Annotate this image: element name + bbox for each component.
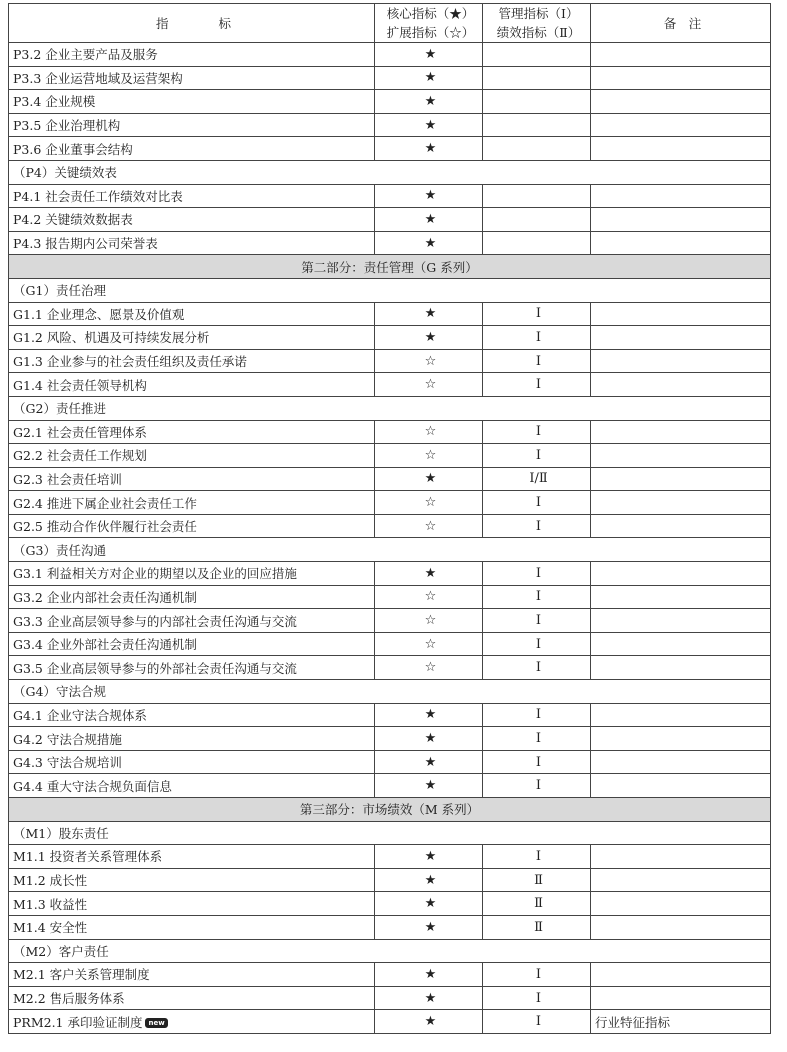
mgmt-perf-cell: Ⅰ — [483, 703, 591, 727]
remark-cell — [591, 750, 771, 774]
group-title: （M2）客户责任 — [9, 939, 771, 963]
indicator-name: P3.3 企业运营地域及运营架构 — [13, 70, 183, 86]
indicator-name: M1.3 收益性 — [13, 896, 88, 912]
remark-cell — [591, 137, 771, 161]
indicator-cell — [9, 703, 375, 727]
indicator-type-cell: ☆ — [375, 373, 483, 397]
indicator-name: G4.1 企业守法合规体系 — [13, 707, 147, 723]
indicator-type-cell: ☆ — [375, 491, 483, 515]
header-indicator: 指 标 — [9, 4, 375, 43]
mgmt-perf-cell: Ⅰ — [483, 302, 591, 326]
mgmt-perf-cell: Ⅰ — [483, 491, 591, 515]
indicator-type-cell: ☆ — [375, 632, 483, 656]
header-core-extended — [375, 4, 483, 43]
remark-cell — [591, 585, 771, 609]
indicator-type-cell: ★ — [375, 915, 483, 939]
remark-cell — [591, 302, 771, 326]
indicator-cell — [9, 184, 375, 208]
indicator-name: G2.1 社会责任管理体系 — [13, 424, 147, 440]
table-row — [9, 113, 771, 137]
mgmt-perf-cell: Ⅰ — [483, 727, 591, 751]
indicator-type-cell: ☆ — [375, 349, 483, 373]
indicator-cell — [9, 113, 375, 137]
indicator-cell — [9, 963, 375, 987]
table-row — [9, 774, 771, 798]
indicator-name: M1.2 成长性 — [13, 873, 88, 889]
group-header-row — [9, 160, 771, 184]
indicator-cell — [9, 727, 375, 751]
indicator-name: P3.2 企业主要产品及服务 — [13, 47, 158, 63]
indicator-name: G2.4 推进下属企业社会责任工作 — [13, 495, 197, 511]
indicator-cell — [9, 349, 375, 373]
remark-cell — [591, 444, 771, 468]
group-title: （G4）守法合规 — [9, 680, 771, 704]
indicator-cell — [9, 66, 375, 90]
indicator-cell — [9, 562, 375, 586]
table-row — [9, 632, 771, 656]
mgmt-perf-cell: Ⅰ — [483, 986, 591, 1010]
mgmt-perf-cell: Ⅰ — [483, 562, 591, 586]
mgmt-perf-cell: Ⅰ — [483, 774, 591, 798]
indicator-name: M1.1 投资者关系管理体系 — [13, 849, 163, 865]
remark-cell — [591, 845, 771, 869]
table-row — [9, 868, 771, 892]
mgmt-perf-cell: Ⅰ — [483, 609, 591, 633]
mgmt-perf-cell: Ⅰ — [483, 326, 591, 350]
mgmt-perf-cell: Ⅰ — [483, 1010, 591, 1034]
indicator-type-cell: ★ — [375, 43, 483, 67]
indicator-type-cell: ★ — [375, 467, 483, 491]
table-body — [9, 43, 771, 1034]
indicator-type-cell: ★ — [375, 302, 483, 326]
remark-cell — [591, 208, 771, 232]
indicator-type-cell: ★ — [375, 562, 483, 586]
indicator-name: P4.2 关键绩效数据表 — [13, 212, 133, 228]
section-title: 第三部分：市场绩效（M 系列） — [9, 798, 771, 822]
table-row — [9, 915, 771, 939]
mgmt-perf-cell: Ⅱ — [483, 868, 591, 892]
indicator-cell — [9, 467, 375, 491]
group-title: （G2）责任推进 — [9, 396, 771, 420]
table-row — [9, 467, 771, 491]
section-header-row — [9, 798, 771, 822]
mgmt-perf-cell: Ⅰ — [483, 373, 591, 397]
indicator-name: P3.6 企业董事会结构 — [13, 141, 133, 157]
indicator-name: G1.3 企业参与的社会责任组织及责任承诺 — [13, 354, 247, 370]
indicator-name: P4.3 报告期内公司荣誉表 — [13, 236, 158, 252]
header-remark: 备 注 — [591, 4, 771, 43]
indicator-type-cell: ☆ — [375, 585, 483, 609]
table-row — [9, 231, 771, 255]
table-row — [9, 43, 771, 67]
mgmt-perf-cell: Ⅰ — [483, 963, 591, 987]
group-header-row — [9, 680, 771, 704]
table-header-row — [9, 4, 771, 43]
mgmt-perf-cell: Ⅰ — [483, 656, 591, 680]
table-row — [9, 514, 771, 538]
table-row — [9, 444, 771, 468]
table-row — [9, 302, 771, 326]
remark-cell — [591, 113, 771, 137]
indicator-name: G1.1 企业理念、愿景及价值观 — [13, 306, 185, 322]
indicator-type-cell: ☆ — [375, 444, 483, 468]
indicator-type-cell: ★ — [375, 90, 483, 114]
remark-cell — [591, 774, 771, 798]
indicator-name: M2.2 售后服务体系 — [13, 991, 125, 1007]
remark-cell — [591, 420, 771, 444]
new-badge: new — [145, 1018, 167, 1028]
indicator-cell — [9, 326, 375, 350]
mgmt-perf-cell: Ⅰ — [483, 632, 591, 656]
indicator-name: PRM2.1 承印验证制度 — [13, 1014, 143, 1030]
header-extended-label: 扩展指标（☆） — [386, 25, 475, 40]
mgmt-perf-cell: Ⅱ — [483, 892, 591, 916]
indicator-name: G2.3 社会责任培训 — [13, 471, 122, 487]
remark-cell — [591, 90, 771, 114]
indicator-name: P3.4 企业规模 — [13, 94, 96, 110]
group-header-row — [9, 821, 771, 845]
mgmt-perf-cell — [483, 208, 591, 232]
indicator-type-cell: ★ — [375, 137, 483, 161]
indicator-cell — [9, 491, 375, 515]
remark-cell — [591, 868, 771, 892]
group-title: （G3）责任沟通 — [9, 538, 771, 562]
indicator-name: G4.3 守法合规培训 — [13, 755, 122, 771]
indicator-cell — [9, 892, 375, 916]
indicator-name: P4.1 社会责任工作绩效对比表 — [13, 188, 183, 204]
table-row — [9, 656, 771, 680]
group-title: （G1）责任治理 — [9, 278, 771, 302]
table-row — [9, 845, 771, 869]
indicator-type-cell: ★ — [375, 66, 483, 90]
indicator-name: G4.4 重大守法合规负面信息 — [13, 778, 172, 794]
remark-cell — [591, 915, 771, 939]
mgmt-perf-cell — [483, 113, 591, 137]
mgmt-perf-cell: Ⅱ — [483, 915, 591, 939]
indicator-cell — [9, 444, 375, 468]
indicator-cell — [9, 43, 375, 67]
mgmt-perf-cell: Ⅰ — [483, 349, 591, 373]
indicator-type-cell: ☆ — [375, 514, 483, 538]
table-row — [9, 750, 771, 774]
indicator-type-cell: ★ — [375, 208, 483, 232]
indicator-type-cell: ☆ — [375, 609, 483, 633]
remark-cell — [591, 326, 771, 350]
indicator-name: P3.5 企业治理机构 — [13, 118, 121, 134]
mgmt-perf-cell — [483, 66, 591, 90]
table-row — [9, 963, 771, 987]
indicator-cell — [9, 90, 375, 114]
indicator-cell — [9, 514, 375, 538]
remark-cell — [591, 184, 771, 208]
indicator-name: G3.2 企业内部社会责任沟通机制 — [13, 589, 197, 605]
remark-cell — [591, 632, 771, 656]
remark-cell — [591, 986, 771, 1010]
indicator-type-cell: ★ — [375, 727, 483, 751]
indicator-type-cell: ☆ — [375, 420, 483, 444]
indicator-type-cell: ★ — [375, 184, 483, 208]
indicator-name: G4.2 守法合规措施 — [13, 731, 122, 747]
remark-cell — [591, 349, 771, 373]
indicator-name: G1.4 社会责任领导机构 — [13, 377, 147, 393]
table-row — [9, 137, 771, 161]
indicator-type-cell: ★ — [375, 986, 483, 1010]
indicator-table — [8, 3, 771, 1034]
table-row — [9, 562, 771, 586]
indicator-type-cell: ★ — [375, 326, 483, 350]
remark-cell — [591, 727, 771, 751]
remark-cell — [591, 43, 771, 67]
indicator-cell — [9, 774, 375, 798]
mgmt-perf-cell: Ⅰ — [483, 420, 591, 444]
indicator-type-cell: ★ — [375, 892, 483, 916]
indicator-cell — [9, 750, 375, 774]
remark-cell — [591, 609, 771, 633]
table-row — [9, 585, 771, 609]
mgmt-perf-cell — [483, 231, 591, 255]
remark-cell — [591, 373, 771, 397]
indicator-type-cell: ★ — [375, 703, 483, 727]
indicator-cell — [9, 137, 375, 161]
indicator-type-cell: ★ — [375, 1010, 483, 1034]
indicator-type-cell: ★ — [375, 963, 483, 987]
table-row — [9, 727, 771, 751]
indicator-cell — [9, 1010, 375, 1034]
header-perf-label: 绩效指标（Ⅱ） — [496, 25, 581, 40]
mgmt-perf-cell: Ⅰ — [483, 585, 591, 609]
indicator-name: G3.4 企业外部社会责任沟通机制 — [13, 637, 197, 653]
indicator-type-cell: ★ — [375, 845, 483, 869]
header-core-label: 核心指标（★） — [386, 6, 475, 21]
indicator-name: M2.1 客户关系管理制度 — [13, 967, 150, 983]
table-row — [9, 208, 771, 232]
remark-cell — [591, 703, 771, 727]
mgmt-perf-cell — [483, 90, 591, 114]
indicator-cell — [9, 302, 375, 326]
mgmt-perf-cell: Ⅰ — [483, 444, 591, 468]
table-row — [9, 491, 771, 515]
group-header-row — [9, 939, 771, 963]
mgmt-perf-cell — [483, 184, 591, 208]
remark-cell — [591, 231, 771, 255]
indicator-type-cell: ★ — [375, 774, 483, 798]
table-row — [9, 184, 771, 208]
indicator-cell — [9, 231, 375, 255]
remark-cell — [591, 963, 771, 987]
remark-cell — [591, 514, 771, 538]
indicator-cell — [9, 656, 375, 680]
remark-cell — [591, 467, 771, 491]
indicator-cell — [9, 609, 375, 633]
remark-cell — [591, 562, 771, 586]
mgmt-perf-cell — [483, 137, 591, 161]
table-row — [9, 609, 771, 633]
indicator-type-cell: ★ — [375, 231, 483, 255]
section-title: 第二部分：责任管理（G 系列） — [9, 255, 771, 279]
table-row — [9, 349, 771, 373]
remark-cell: 行业特征指标 — [591, 1010, 771, 1034]
group-title: （P4）关键绩效表 — [9, 160, 771, 184]
table-row — [9, 373, 771, 397]
indicator-cell — [9, 373, 375, 397]
indicator-name: G3.5 企业高层领导参与的外部社会责任沟通与交流 — [13, 660, 297, 676]
table-row — [9, 703, 771, 727]
indicator-name: G1.2 风险、机遇及可持续发展分析 — [13, 330, 210, 346]
indicator-name: G3.1 利益相关方对企业的期望以及企业的回应措施 — [13, 566, 297, 582]
indicator-type-cell: ★ — [375, 750, 483, 774]
indicator-type-cell: ★ — [375, 868, 483, 892]
remark-cell — [591, 892, 771, 916]
mgmt-perf-cell: Ⅰ/Ⅱ — [483, 467, 591, 491]
indicator-type-cell: ★ — [375, 113, 483, 137]
table-row — [9, 420, 771, 444]
indicator-cell — [9, 632, 375, 656]
indicator-name: G3.3 企业高层领导参与的内部社会责任沟通与交流 — [13, 613, 297, 629]
indicator-cell — [9, 868, 375, 892]
table-row — [9, 1010, 771, 1034]
remark-cell — [591, 66, 771, 90]
section-header-row — [9, 255, 771, 279]
table-row — [9, 66, 771, 90]
table-row — [9, 90, 771, 114]
mgmt-perf-cell — [483, 43, 591, 67]
table-row — [9, 326, 771, 350]
indicator-cell — [9, 986, 375, 1010]
table-row — [9, 892, 771, 916]
table-row — [9, 986, 771, 1010]
indicator-name: G2.5 推动合作伙伴履行社会责任 — [13, 519, 197, 535]
group-title: （M1）股东责任 — [9, 821, 771, 845]
indicator-name: M1.4 安全性 — [13, 920, 88, 936]
indicator-type-cell: ☆ — [375, 656, 483, 680]
remark-cell — [591, 656, 771, 680]
group-header-row — [9, 396, 771, 420]
mgmt-perf-cell: Ⅰ — [483, 750, 591, 774]
remark-cell — [591, 491, 771, 515]
group-header-row — [9, 278, 771, 302]
mgmt-perf-cell: Ⅰ — [483, 514, 591, 538]
indicator-cell — [9, 915, 375, 939]
indicator-cell — [9, 208, 375, 232]
indicator-cell — [9, 420, 375, 444]
indicator-cell — [9, 585, 375, 609]
mgmt-perf-cell: Ⅰ — [483, 845, 591, 869]
header-mgmt-perf — [483, 4, 591, 43]
header-mgmt-label: 管理指标（Ⅰ） — [498, 6, 579, 21]
indicator-name: G2.2 社会责任工作规划 — [13, 448, 147, 464]
group-header-row — [9, 538, 771, 562]
indicator-cell — [9, 845, 375, 869]
